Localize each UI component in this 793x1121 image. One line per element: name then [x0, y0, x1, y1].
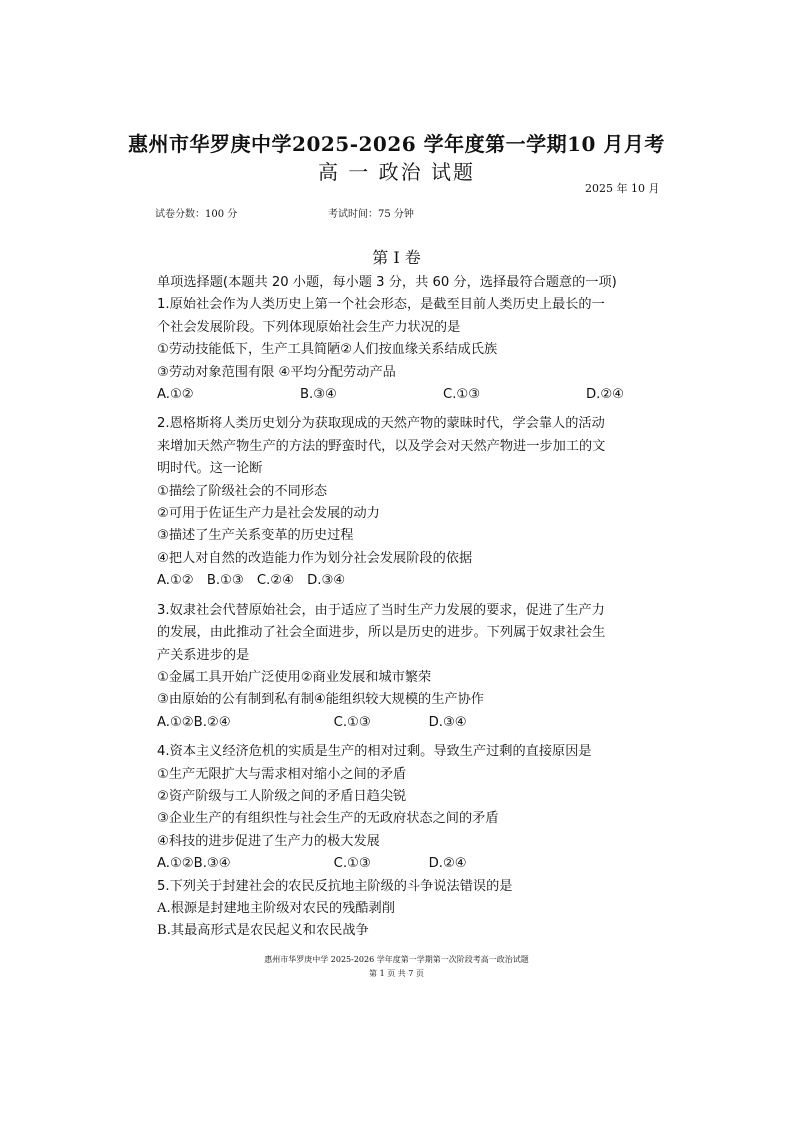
q3-item: ①金属工具开始广泛使用②商业发展和城市繁荣 — [157, 669, 432, 685]
q4-options — [157, 853, 677, 875]
exam-title: 惠州市华罗庚中学2025-2026 学年度第一学期10 月月考 — [128, 132, 665, 156]
q1-item: ①劳动技能低下，生产工具简陋②人们按血缘关系结成氏族 — [157, 342, 498, 358]
q5-option: B.其最高形式是农民起义和农民战争 — [157, 923, 369, 939]
q4-item: ②资产阶级与工人阶级之间的矛盾日趋尖锐 — [157, 788, 407, 804]
q3-item: ③由原始的公有制到私有制④能组织较大规模的生产协作 — [157, 692, 484, 708]
q2-item: ②可用于佐证生产力是社会发展的动力 — [157, 506, 380, 522]
q3-option-b: B.②④ — [193, 714, 231, 730]
q2-item: ④把人对自然的改造能力作为划分社会发展阶段的依据 — [157, 550, 473, 566]
q4-item: ④科技的进步促进了生产力的极大发展 — [157, 833, 380, 849]
q1-item: ③劳动对象范围有限 ④平均分配劳动产品 — [157, 364, 396, 380]
q4-option-b: B.③④ — [193, 856, 231, 872]
q4-item: ①生产无限扩大与需求相对缩小之间的矛盾 — [157, 766, 407, 782]
q4-option-c: C.①③ — [333, 856, 371, 872]
q5-option: A.根源是封建地主阶级对农民的残酷剥削 — [157, 900, 395, 916]
section-title: 第 I 卷 — [372, 248, 421, 267]
q1-stem-line: 个社会发展阶段。下列体现原始社会生产力状况的是 — [157, 319, 461, 335]
instructions: 单项选择题(本题共 20 小题，每小题 3 分，共 60 分，选择最符合题意的一项) — [157, 275, 617, 290]
question-body — [157, 272, 677, 943]
q3-option-a: A.①② — [157, 714, 194, 730]
q1-option-b: B.③④ — [300, 387, 337, 403]
q2-options: A.①② B.①③ C.②④ D.③④ — [157, 573, 346, 589]
q4-option-a: A.①② — [157, 856, 194, 872]
exam-time: 考试时间：75 分钟 — [328, 209, 414, 220]
exam-subtitle: 高 一 政治 试题 — [317, 160, 476, 184]
q1-option-a: A.①② — [157, 387, 194, 403]
q4-option-d: D.②④ — [428, 856, 467, 872]
exam-date: 2025 年 10 月 — [585, 182, 660, 195]
q3-option-d: D.③④ — [428, 714, 467, 730]
q4-stem-line: 4.资本主义经济危机的实质是生产的相对过剩。导致生产过剩的直接原因是 — [157, 744, 592, 760]
exam-score: 试卷分数：100 分 — [155, 209, 238, 220]
q3-stem-line: 产关系进步的是 — [157, 647, 250, 663]
q3-stem-line: 的发展，由此推动了社会全面进步，所以是历史的进步。下列属于奴隶社会生 — [157, 625, 606, 641]
q3-option-c: C.①③ — [333, 714, 371, 730]
q3-options — [157, 712, 677, 734]
q1-option-d: D.②④ — [586, 387, 624, 403]
q4-item: ③企业生产的有组织性与社会生产的无政府状态之间的矛盾 — [157, 811, 499, 827]
q1-stem-line: 1.原始社会作为人类历史上第一个社会形态，是截至目前人类历史上最长的一 — [157, 297, 605, 313]
page-number: 第 1 页 共 7 页 — [369, 969, 424, 978]
q2-stem-line: 来增加天然产物生产的方法的野蛮时代，以及学会对天然产物进一步加工的文 — [157, 438, 606, 454]
q2-stem-line: 2.恩格斯将人类历史划分为获取现成的天然产物的蒙昧时代，学会靠人的活动 — [157, 416, 605, 432]
q2-stem-line: 明时代。这一论断 — [157, 461, 263, 477]
q1-options — [157, 384, 677, 406]
q2-item: ③描述了生产关系变革的历史过程 — [157, 528, 354, 544]
q2-item: ①描绘了阶级社会的不同形态 — [157, 483, 328, 499]
q5-stem-line: 5.下列关于封建社会的农民反抗地主阶级的斗争说法错误的是 — [157, 878, 513, 894]
q1-option-c: C.①③ — [443, 387, 481, 403]
q3-stem-line: 3.奴隶社会代替原始社会，由于适应了当时生产力发展的要求，促进了生产力 — [157, 602, 605, 618]
page-footer: 惠州市华罗庚中学 2025-2026 学年度第一学期第一次阶段考高一政治试题 — [264, 955, 529, 964]
